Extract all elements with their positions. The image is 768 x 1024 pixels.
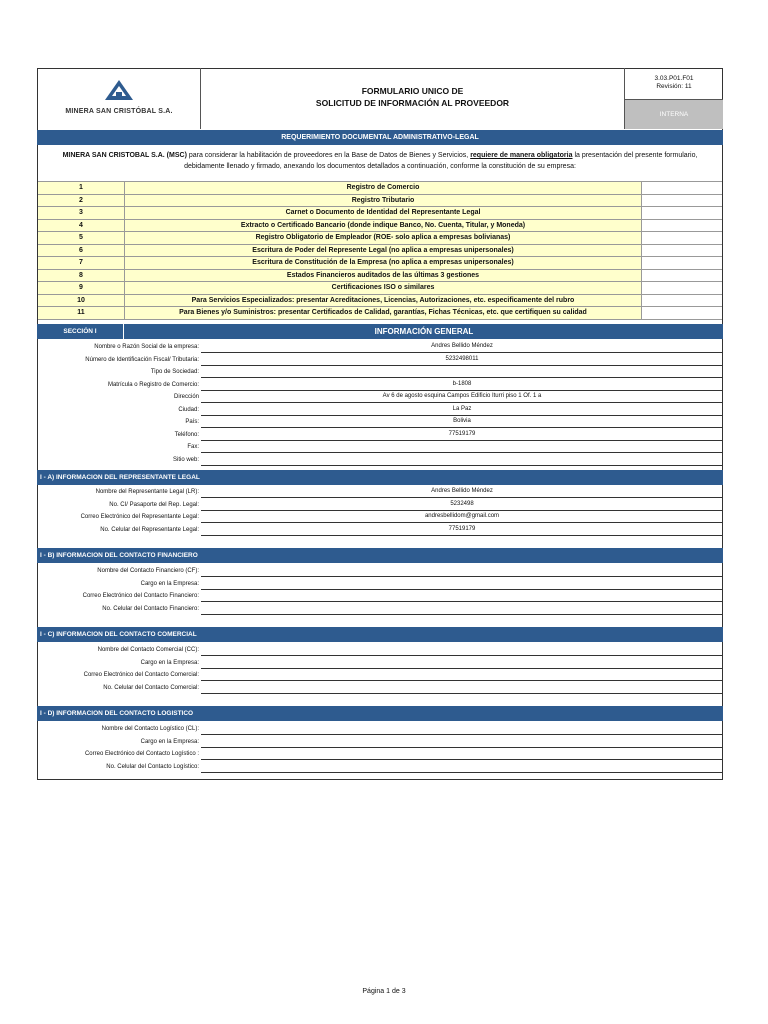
requirement-check-cell[interactable] bbox=[642, 207, 722, 219]
requirement-num: 4 bbox=[38, 220, 125, 232]
intro-text-a: para considerar la habilitación de proveedores en la Base de Datos de Bienes y Servicios, bbox=[186, 152, 471, 159]
field-row bbox=[37, 404, 723, 417]
logo-cell bbox=[37, 68, 201, 129]
requirement-check-cell[interactable] bbox=[642, 232, 722, 244]
field-row bbox=[37, 590, 723, 603]
field-row bbox=[37, 499, 723, 512]
section-a-header: I - A) INFORMACION DEL REPRESENTANTE LEGAL bbox=[37, 470, 723, 485]
requirement-num: 8 bbox=[38, 270, 125, 282]
section-1-title: INFORMACIÓN GENERAL bbox=[374, 327, 474, 336]
requirement-text: Para Bienes y/o Suministros: presentar Certificados de Calidad, garantías, Fichas Técnicas, etc. que certifiquen su calidad bbox=[125, 307, 642, 319]
field-row bbox=[37, 416, 723, 429]
field-label: Cargo en la Empresa: bbox=[140, 580, 199, 587]
form-header bbox=[37, 68, 723, 129]
field-row bbox=[37, 454, 723, 467]
field-row bbox=[37, 441, 723, 454]
requirement-num: 9 bbox=[38, 282, 125, 294]
field-value[interactable]: Av 6 de agosto esquina Campos Edificio Iturri piso 1 Of. 1 a bbox=[201, 391, 723, 403]
requirement-text: Carnet o Documento de Identidad del Representante Legal bbox=[125, 207, 642, 219]
field-label: País: bbox=[185, 419, 199, 425]
requirement-num: 11 bbox=[38, 307, 125, 319]
field-row bbox=[37, 366, 723, 379]
requirement-row bbox=[38, 295, 722, 308]
field-value[interactable]: 77519179 bbox=[201, 524, 723, 536]
section-b-header: I - B) INFORMACION DEL CONTACTO FINANCIERO bbox=[37, 548, 723, 563]
field-row bbox=[37, 657, 723, 670]
field-value[interactable] bbox=[201, 454, 723, 466]
section-1-header bbox=[37, 324, 723, 339]
field-row bbox=[37, 748, 723, 761]
company-logo-icon bbox=[99, 80, 139, 102]
field-row bbox=[37, 736, 723, 749]
requirement-row bbox=[38, 220, 722, 233]
field-label: No. Celular del Contacto Logístico: bbox=[106, 763, 199, 770]
field-row bbox=[37, 511, 723, 524]
field-value[interactable] bbox=[201, 736, 723, 748]
requirement-check-cell[interactable] bbox=[642, 220, 722, 232]
requirement-num: 7 bbox=[38, 257, 125, 269]
field-row bbox=[37, 524, 723, 537]
requirement-text: Registro de Comercio bbox=[125, 182, 642, 194]
field-label: Fax: bbox=[187, 444, 199, 450]
field-value[interactable] bbox=[201, 669, 723, 681]
requirement-check-cell[interactable] bbox=[642, 182, 722, 194]
field-label: Nombre del Contacto Financiero (CF): bbox=[97, 568, 199, 574]
requirement-row bbox=[38, 195, 722, 208]
requirement-row bbox=[38, 182, 722, 195]
company-name: MINERA SAN CRISTÓBAL S.A. bbox=[65, 108, 173, 115]
field-value[interactable]: andresbellidom@gmail.com bbox=[201, 511, 723, 523]
field-row bbox=[37, 354, 723, 367]
requirement-num: 2 bbox=[38, 195, 125, 207]
requirement-bar: REQUERIMIENTO DOCUMENTAL ADMINISTRATIVO-LEGAL bbox=[37, 130, 723, 145]
field-value[interactable]: b-1808 bbox=[201, 379, 723, 391]
requirement-check-cell[interactable] bbox=[642, 295, 722, 307]
field-value[interactable] bbox=[201, 682, 723, 694]
field-row bbox=[37, 429, 723, 442]
field-row bbox=[37, 565, 723, 578]
field-row bbox=[37, 682, 723, 695]
section-c-header: I - C) INFORMACION DEL CONTACTO COMERCIAL bbox=[37, 627, 723, 642]
field-label: Cargo en la Empresa: bbox=[140, 659, 199, 666]
requirement-num: 1 bbox=[38, 182, 125, 194]
form-code: 3.03.P01.F01 bbox=[654, 75, 694, 82]
field-row bbox=[37, 341, 723, 354]
title-line-1: FORMULARIO UNICO DE bbox=[361, 86, 464, 96]
intro-underlined: requiere de manera obligatoria bbox=[470, 152, 573, 159]
revision-label: Revisión: 11 bbox=[656, 83, 692, 90]
field-label: Sitio web: bbox=[172, 456, 199, 463]
revision-info bbox=[625, 68, 723, 100]
field-value[interactable] bbox=[201, 590, 723, 602]
requirement-text: Registro Tributario bbox=[125, 195, 642, 207]
field-value[interactable] bbox=[201, 441, 723, 453]
intro-line-2: debidamente llenado y firmado, anexando los documentos detallados a continuación, conforme la constitución de su empresa: bbox=[184, 163, 576, 170]
requirement-row bbox=[38, 282, 722, 295]
field-label: No. Celular del Representante Legal: bbox=[100, 526, 199, 533]
field-value[interactable]: La Paz bbox=[201, 404, 723, 416]
requirement-check-cell[interactable] bbox=[642, 270, 722, 282]
requirement-row bbox=[38, 207, 722, 220]
requirement-check-cell[interactable] bbox=[642, 195, 722, 207]
field-row bbox=[37, 723, 723, 736]
field-value[interactable]: Andres Bellido Méndez bbox=[201, 486, 723, 498]
field-row bbox=[37, 391, 723, 404]
field-row bbox=[37, 644, 723, 657]
field-row bbox=[37, 578, 723, 591]
field-label: Correo Electrónico del Contacto Logístico : bbox=[84, 751, 199, 757]
field-value[interactable]: 5232498 bbox=[201, 499, 723, 511]
title-line-2: SOLICITUD DE INFORMACIÓN AL PROVEEDOR bbox=[315, 98, 510, 108]
form-title bbox=[201, 68, 625, 129]
field-row bbox=[37, 761, 723, 774]
requirement-text: Estados Financieros auditados de las últimas 3 gestiones bbox=[125, 270, 642, 282]
requirement-text: Certificaciones ISO o similares bbox=[125, 282, 642, 294]
requirement-check-cell[interactable] bbox=[642, 257, 722, 269]
field-label: Teléfono: bbox=[174, 431, 199, 438]
requirement-num: 3 bbox=[38, 207, 125, 219]
field-value[interactable]: 77519179 bbox=[201, 429, 723, 441]
section-d-header: I - D) INFORMACION DEL CONTACTO LOGISTICO bbox=[37, 706, 723, 721]
field-label: Correo Electrónico del Representante Legal: bbox=[80, 514, 199, 520]
requirement-text: Escritura de Constitución de la Empresa (no aplica a empresas unipersonales) bbox=[125, 257, 642, 269]
requirement-text: Escritura de Poder del Represente Legal (no aplica a empresas unipersonales) bbox=[125, 245, 642, 257]
field-value[interactable] bbox=[201, 644, 723, 656]
field-row bbox=[37, 603, 723, 616]
requirement-num: 6 bbox=[38, 245, 125, 257]
intro-paragraph bbox=[38, 150, 722, 172]
field-label: Nombre del Contacto Comercial (CC): bbox=[97, 647, 199, 653]
field-label: Nombre o Razón Social de la empresa: bbox=[94, 344, 199, 350]
field-label: Nombre del Contacto Logístico (CL): bbox=[101, 726, 199, 732]
field-label: Cargo en la Empresa: bbox=[140, 738, 199, 745]
field-value[interactable] bbox=[201, 723, 723, 735]
field-value[interactable] bbox=[201, 748, 723, 760]
field-label: Ciudad: bbox=[178, 406, 199, 413]
field-value[interactable]: Bolivia bbox=[201, 416, 723, 428]
classification-badge: INTERNA bbox=[625, 100, 723, 129]
field-row bbox=[37, 669, 723, 682]
requirement-num: 5 bbox=[38, 232, 125, 244]
requirement-num: 10 bbox=[38, 295, 125, 307]
requirement-text: Extracto o Certificado Bancario (donde indique Banco, No. Cuenta, Titular, y Moneda) bbox=[125, 220, 642, 232]
field-row bbox=[37, 486, 723, 499]
field-label: Tipo de Sociedad: bbox=[150, 369, 199, 375]
field-row bbox=[37, 379, 723, 392]
field-label: Dirección bbox=[173, 394, 199, 400]
field-value[interactable] bbox=[201, 657, 723, 669]
page-number: Página 1 de 3 bbox=[362, 988, 406, 995]
field-value[interactable]: 5232498011 bbox=[201, 354, 723, 366]
requirement-row bbox=[38, 257, 722, 270]
requirement-check-cell[interactable] bbox=[642, 307, 722, 319]
revision-cell bbox=[625, 68, 723, 129]
requirement-row bbox=[38, 245, 722, 258]
field-value[interactable]: Andres Bellido Méndez bbox=[201, 341, 723, 353]
requirements-table bbox=[38, 181, 722, 320]
field-label: No. Celular del Contacto Comercial: bbox=[103, 684, 199, 691]
requirement-row bbox=[38, 270, 722, 283]
field-value[interactable] bbox=[201, 761, 723, 773]
field-label: No. CI/ Pasaporte del Rep. Legal: bbox=[109, 501, 199, 508]
requirement-row bbox=[38, 232, 722, 245]
field-label: Correo Electrónico del Contacto Financiero: bbox=[82, 593, 199, 599]
field-label: No. Celular del Contacto Financiero: bbox=[102, 605, 199, 612]
requirement-check-cell[interactable] bbox=[642, 245, 722, 257]
field-value[interactable] bbox=[201, 578, 723, 590]
field-value[interactable] bbox=[201, 366, 723, 378]
field-label: Nombre del Representante Legal (LR): bbox=[95, 489, 199, 495]
intro-text-b: la presentación del presente formulario, bbox=[572, 152, 698, 159]
field-value[interactable] bbox=[201, 603, 723, 615]
intro-company: MINERA SAN CRISTOBAL S.A. (MSC) bbox=[62, 152, 187, 159]
section-1-label: SECCIÓN I bbox=[37, 324, 124, 339]
requirement-row bbox=[38, 307, 722, 320]
requirement-text: Para Servicios Especializados: presentar Acreditaciones, Licencias, Autorizaciones, etc. especificamente del rubro bbox=[125, 295, 642, 307]
field-value[interactable] bbox=[201, 565, 723, 577]
requirement-text: Registro Obligatorio de Empleador (ROE- solo aplica a empresas bolivianas) bbox=[125, 232, 642, 244]
requirement-check-cell[interactable] bbox=[642, 282, 722, 294]
field-label: Número de Identificación Fiscal/ Tributaria: bbox=[85, 356, 199, 363]
field-label: Matrícula o Registro de Comercio: bbox=[107, 381, 199, 388]
field-label: Correo Electrónico del Contacto Comercial: bbox=[83, 672, 199, 678]
